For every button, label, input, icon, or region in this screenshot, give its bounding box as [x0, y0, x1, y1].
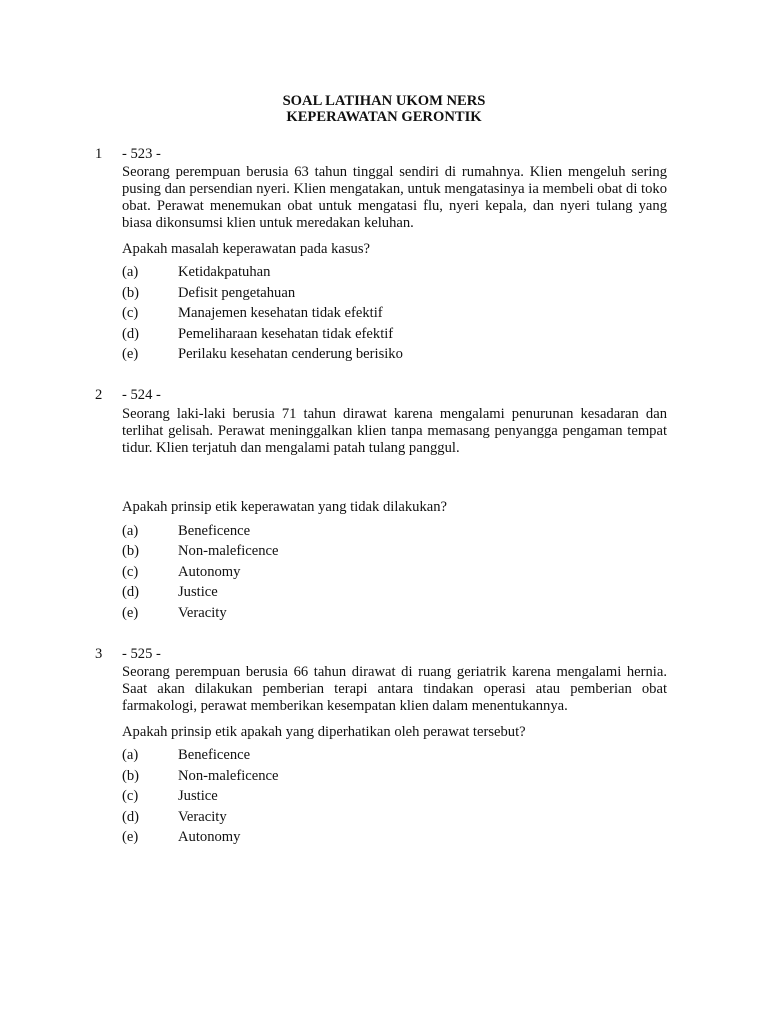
option-text: Beneficence [178, 747, 251, 763]
question-stem: Seorang perempuan berusia 63 tahun tinggal sendiri di rumahnya. Klien mengeluh sering pusing dan persendian nyeri. Klien mengatakan, untuk mengatasinya ia membeli obat di toko obat. Perawat menemukan obat untuk mengatasi flu, nyeri kepala, dan nyeri tulang yang biasa dikonsumsi klien untuk meredakan keluhan. [122, 164, 667, 231]
question-number: 2 [95, 387, 103, 403]
option-letter: (a) [122, 523, 139, 539]
option-text: Perilaku kesehatan cenderung berisiko [178, 346, 403, 362]
option-letter: (d) [122, 809, 140, 825]
question-prompt: Apakah masalah keperawatan pada kasus? [122, 241, 370, 257]
option-letter: (e) [122, 829, 139, 845]
question-code: - 524 - [122, 387, 161, 403]
option-text: Autonomy [178, 829, 241, 845]
option-text: Ketidakpatuhan [178, 264, 271, 280]
question-stem: Seorang perempuan berusia 66 tahun dirawat di ruang geriatrik karena mengalami hernia. Saat akan dilakukan pemberian terapi antara tindakan operasi atau pemberian obat farmakologi, perawat memberikan kesempatan klien dalam menentukannya. [122, 664, 667, 714]
option-text: Defisit pengetahuan [178, 285, 296, 301]
option-letter: (d) [122, 326, 140, 342]
document-title-line1: SOAL LATIHAN UKOM NERS [282, 93, 486, 109]
option-letter: (b) [122, 285, 140, 301]
option-letter: (e) [122, 346, 139, 362]
option-text: Justice [178, 788, 218, 804]
option-text: Veracity [178, 605, 227, 621]
option-text: Non-maleficence [178, 543, 279, 559]
option-letter: (a) [122, 747, 139, 763]
option-text: Non-maleficence [178, 768, 279, 784]
option-text: Manajemen kesehatan tidak efektif [178, 305, 383, 321]
option-letter: (e) [122, 605, 139, 621]
question-prompt: Apakah prinsip etik apakah yang diperhatikan oleh perawat tersebut? [122, 724, 526, 740]
option-text: Veracity [178, 809, 227, 825]
option-letter: (c) [122, 564, 139, 580]
option-letter: (b) [122, 543, 140, 559]
option-letter: (d) [122, 584, 140, 600]
document-title-line2: KEPERAWATAN GERONTIK [286, 109, 482, 125]
question-code: - 523 - [122, 146, 161, 162]
option-text: Pemeliharaan kesehatan tidak efektif [178, 326, 394, 342]
option-letter: (c) [122, 305, 139, 321]
option-text: Beneficence [178, 523, 251, 539]
option-letter: (b) [122, 768, 140, 784]
question-number: 3 [95, 646, 103, 662]
question-code: - 525 - [122, 646, 161, 662]
question-prompt: Apakah prinsip etik keperawatan yang tidak dilakukan? [122, 499, 448, 515]
option-text: Justice [178, 584, 218, 600]
question-number: 1 [95, 146, 103, 162]
question-stem: Seorang laki-laki berusia 71 tahun dirawat karena mengalami penurunan kesadaran dan terlihat gelisah. Perawat meninggalkan klien tanpa memasang penyangga pengaman tempat tidur. Klien terjatuh dan mengalami patah tulang panggul. [122, 406, 667, 456]
option-letter: (a) [122, 264, 139, 280]
option-text: Autonomy [178, 564, 241, 580]
option-letter: (c) [122, 788, 139, 804]
